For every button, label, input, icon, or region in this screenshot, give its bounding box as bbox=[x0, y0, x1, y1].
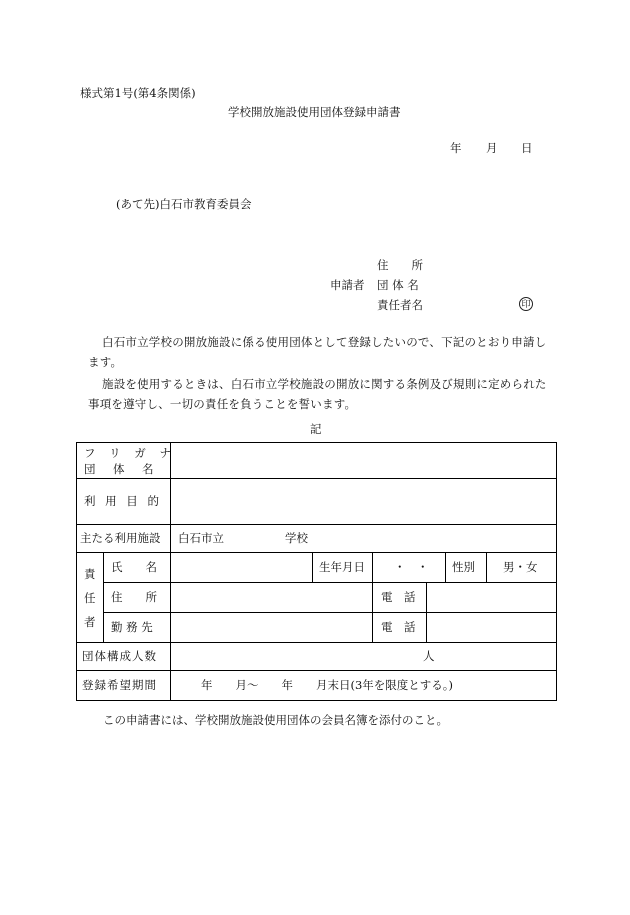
body-paragraph-2: 施設を使用するときは、白石市立学校施設の開放に関する条例及び規則に定められた事項を遵守し、一切の責任を負うことを誓います。 bbox=[88, 377, 547, 411]
group-name-field[interactable] bbox=[170, 442, 556, 478]
responsible-char-2: 任 bbox=[84, 591, 96, 605]
member-count-label: 団体構成人数 bbox=[82, 649, 157, 663]
addressee: (あて先)白石市教育委員会 bbox=[116, 197, 252, 211]
phone-field[interactable] bbox=[426, 582, 556, 612]
name-field[interactable] bbox=[170, 552, 312, 582]
date-year-label: 年 bbox=[450, 141, 462, 155]
address-field[interactable] bbox=[170, 582, 372, 612]
date-month-label: 月 bbox=[486, 141, 498, 155]
phone2-label: 電 話 bbox=[381, 620, 416, 634]
facility-prefix: 白石市立 bbox=[178, 531, 224, 545]
address-label: 住 所 bbox=[111, 590, 157, 604]
member-count-field[interactable] bbox=[170, 642, 420, 670]
attachment-note: この申請書には、学校開放施設使用団体の会員名簿を添付のこと。 bbox=[103, 713, 448, 727]
facility-suffix: 学校 bbox=[285, 531, 308, 545]
applicant-group-name-label: 団 体 名 bbox=[377, 278, 419, 292]
work-phone-field[interactable] bbox=[426, 612, 556, 642]
main-facility-label: 主たる利用施設 bbox=[80, 531, 161, 545]
purpose-label: 利 用 目 的 bbox=[84, 494, 162, 508]
period-value[interactable]: 年 月～ 年 月末日(3年を限度とする。) bbox=[201, 678, 454, 692]
gender-value[interactable]: 男・女 bbox=[503, 560, 538, 574]
form-title: 学校開放施設使用団体登録申請書 bbox=[228, 105, 401, 119]
gender-label: 性別 bbox=[452, 560, 475, 574]
birthdate-value[interactable]: ・ ・ bbox=[394, 560, 429, 574]
purpose-field[interactable] bbox=[170, 478, 556, 524]
applicant-address-label: 住 所 bbox=[377, 258, 423, 272]
date-day-label: 日 bbox=[521, 141, 533, 155]
body-paragraph-1: 白石市立学校の開放施設に係る使用団体として登録したいので、下記のとおり申請します。 bbox=[88, 335, 547, 369]
school-name-field[interactable] bbox=[230, 524, 282, 552]
workplace-label: 勤 務 先 bbox=[111, 620, 153, 634]
period-label: 登録希望期間 bbox=[82, 678, 157, 692]
group-name-label: 団 体 名 bbox=[84, 462, 157, 476]
applicant-label: 申請者 bbox=[330, 278, 365, 292]
birthdate-label: 生年月日 bbox=[319, 560, 365, 574]
furigana-label: フ リ ガ ナ bbox=[84, 446, 176, 460]
responsible-char-3: 者 bbox=[84, 615, 96, 629]
seal-mark-icon: 印 bbox=[519, 297, 533, 311]
form-number: 様式第1号(第4条関係) bbox=[80, 86, 196, 100]
phone-label: 電 話 bbox=[381, 590, 416, 604]
workplace-field[interactable] bbox=[170, 612, 372, 642]
responsible-char-1: 責 bbox=[84, 567, 96, 581]
ki-label: 記 bbox=[310, 422, 322, 436]
name-label: 氏 名 bbox=[111, 560, 157, 574]
applicant-representative-label: 責任者名 bbox=[377, 298, 423, 312]
member-count-unit: 人 bbox=[423, 649, 435, 663]
